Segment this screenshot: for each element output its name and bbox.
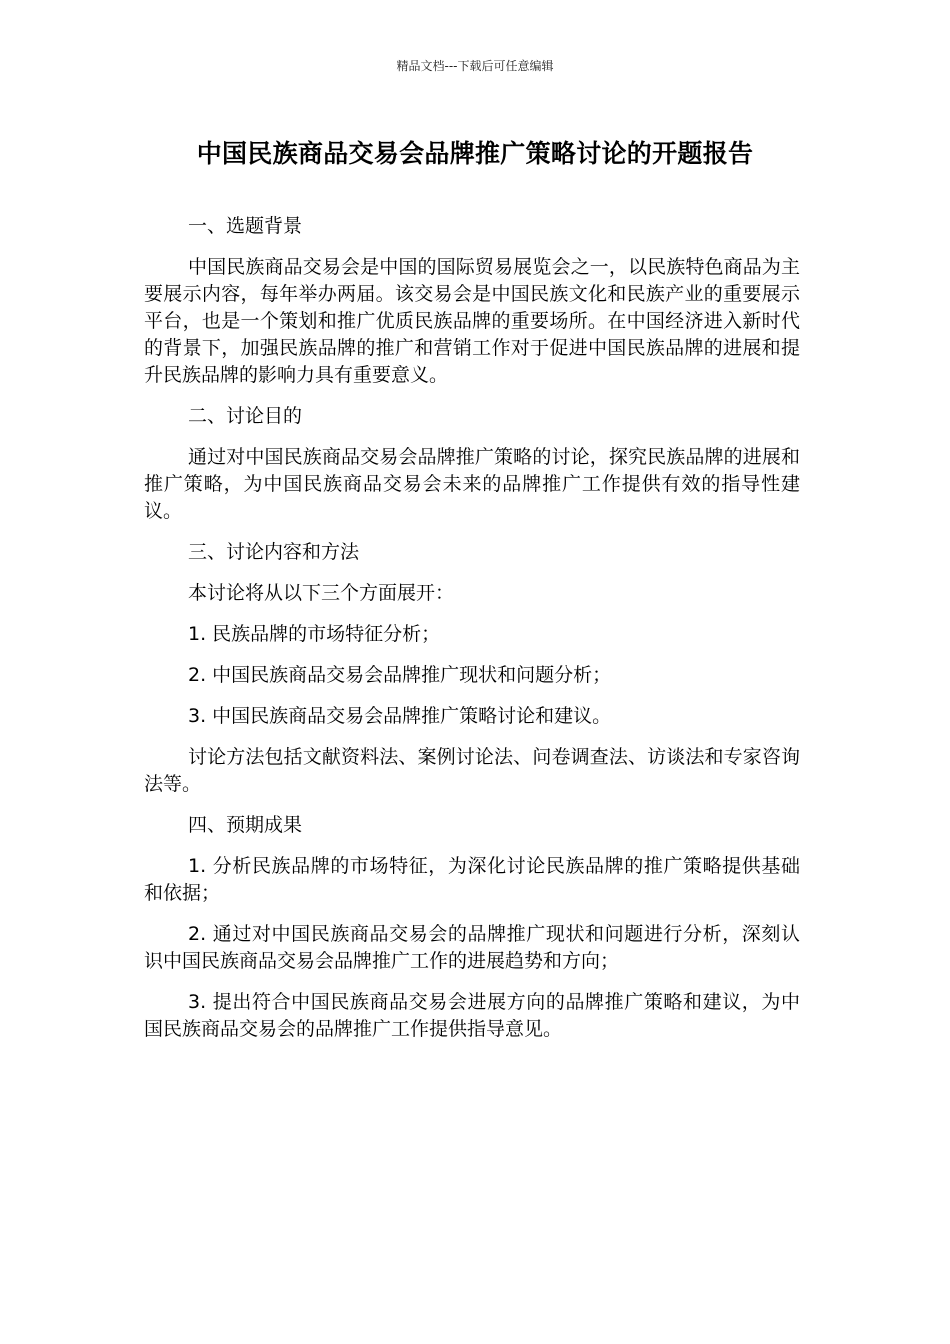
paragraph-content-intro: 本讨论将从以下三个方面展开： [188,582,455,604]
document-body [144,213,800,1057]
paragraph-background: 中国民族商品交易会是中国的国际贸易展览会之一，以民族特色商品为主要展示内容，每年举办两届。该交易会是中国民族文化和民族产业的重要展示平台，也是一个策划和推广优质民族品牌的重要场所。在中国经济进入新时代的背景下，加强民族品牌的推广和营销工作对于促进中国民族品牌的进展和提升民族品牌的影响力具有重要意义。 [144,256,800,386]
list-item-result-3: 3. 提出符合中国民族商品交易会进展方向的品牌推广策略和建议，为中国民族商品交易会的品牌推广工作提供指导意见。 [144,991,800,1040]
paragraph-methods: 讨论方法包括文献资料法、案例讨论法、问卷调查法、访谈法和专家咨询法等。 [144,746,800,795]
section-heading-content-methods: 三、讨论内容和方法 [188,541,360,563]
list-item-result-2: 2. 通过对中国民族商品交易会的品牌推广现状和问题进行分析，深刻认识中国民族商品交易会品牌推广工作的进展趋势和方向； [144,923,800,972]
section-heading-expected-results: 四、预期成果 [188,814,303,836]
list-item-result-1: 1. 分析民族品牌的市场特征，为深化讨论民族品牌的推广策略提供基础和依据； [144,855,800,904]
list-item-content-1: 1. 民族品牌的市场特征分析； [188,623,441,645]
header-note: 精品文档---下载后可任意编辑 [396,59,554,73]
list-item-content-3: 3. 中国民族商品交易会品牌推广策略讨论和建议。 [188,705,612,727]
section-heading-background: 一、选题背景 [188,215,303,237]
section-heading-purpose: 二、讨论目的 [188,405,303,427]
list-item-content-2: 2. 中国民族商品交易会品牌推广现状和问题分析； [188,664,612,686]
paragraph-purpose: 通过对中国民族商品交易会品牌推广策略的讨论，探究民族品牌的进展和推广策略，为中国民族商品交易会未来的品牌推广工作提供有效的指导性建议。 [144,446,800,522]
document-title: 中国民族商品交易会品牌推广策略讨论的开题报告 [196,139,754,168]
